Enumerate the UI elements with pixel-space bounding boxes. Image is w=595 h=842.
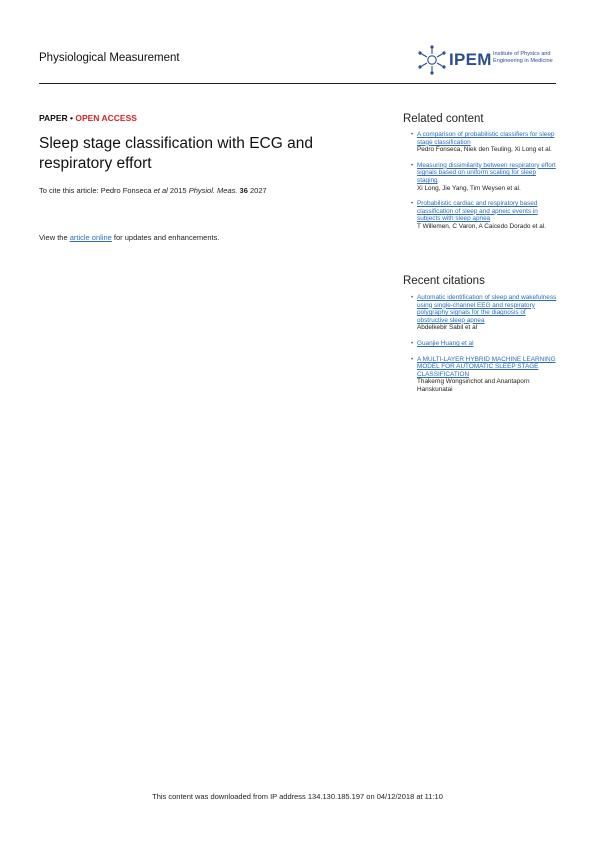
list-item	[411, 200, 557, 230]
related-link[interactable]: Measuring dissimilarity between respiratory effort signals based on uniform scaling for sleep staging	[417, 161, 556, 184]
bullet-icon: •	[411, 161, 414, 169]
article-online-link[interactable]: article online	[69, 233, 112, 242]
separator: •	[67, 113, 76, 123]
recent-citations-heading: Recent citations	[403, 275, 485, 287]
cite-year: 2015	[167, 186, 189, 195]
article-type-line	[39, 113, 137, 123]
citation-link[interactable]: Guanjie Huang et al	[417, 339, 474, 347]
bullet-icon: •	[411, 355, 414, 363]
bullet-icon: •	[411, 200, 414, 208]
list-item	[411, 131, 557, 154]
paper-label: PAPER	[39, 113, 68, 123]
related-content-list	[411, 131, 557, 239]
view-suffix: for updates and enhancements.	[111, 233, 220, 242]
ipem-emblem-icon	[417, 45, 447, 75]
cite-prefix: To cite this article: Pedro Fonseca	[39, 186, 154, 195]
logo-text: IPEM	[449, 50, 492, 69]
logo-subtext: Institute of Physics and Engineering in Medicine	[493, 51, 553, 64]
citation-line	[39, 186, 267, 195]
cite-volume: 36	[237, 186, 248, 195]
related-authors: Xi Long, Jie Yang, Tim Weysen et al.	[417, 184, 521, 192]
view-prefix: View the	[39, 233, 70, 242]
download-footer: This content was downloaded from IP address 134.130.185.197 on 04/12/2018 at 11:10	[152, 792, 443, 801]
citation-authors: Abdelkebir Sabil et al	[417, 324, 478, 332]
cite-page: 2027	[247, 186, 267, 195]
view-online-line	[39, 233, 219, 242]
open-access-badge: OPEN ACCESS	[75, 113, 137, 123]
bullet-icon: •	[411, 131, 414, 138]
related-authors: T Willemen, C Varon, A Caicedo Dorado et al.	[417, 222, 547, 230]
ipem-logo[interactable]	[417, 45, 557, 75]
citation-link[interactable]: A MULTI-LAYER HYBRID MACHINE LEARNING MODEL FOR AUTOMATIC SLEEP STAGE CLASSIFICATION	[417, 355, 556, 378]
bullet-icon: •	[411, 339, 414, 347]
related-link[interactable]: A comparison of probabilistic classifiers for sleep stage classification	[417, 131, 555, 146]
list-item	[411, 294, 557, 332]
list-item	[411, 355, 557, 394]
related-authors: Pedro Fonseca, Niek den Teuling, Xi Long et al.	[417, 146, 552, 154]
journal-name: Physiological Measurement	[39, 52, 180, 64]
list-item	[411, 339, 557, 348]
cite-etal: et al	[153, 186, 168, 195]
cite-journal: Physiol. Meas.	[188, 186, 238, 195]
citation-authors: Thakerng Wongsirichot and Anantaporn Hanskunatai	[417, 378, 530, 393]
recent-citations-list	[411, 294, 557, 402]
list-item	[411, 161, 557, 192]
citation-link[interactable]: Automatic identification of sleep and wakefulness using single-channel EEG and respiratory polygraphy signals for the diagnosis of obstructive sleep apnea	[417, 294, 557, 324]
related-content-heading: Related content	[403, 113, 484, 125]
related-link[interactable]: Probabilistic cardiac and respiratory based classification of sleep and apneic events in subjects with sleep apnea	[417, 200, 538, 223]
article-title: Sleep stage classification with ECG and respiratory effort	[39, 135, 313, 172]
header-divider	[39, 83, 556, 84]
bullet-icon: •	[411, 294, 414, 301]
